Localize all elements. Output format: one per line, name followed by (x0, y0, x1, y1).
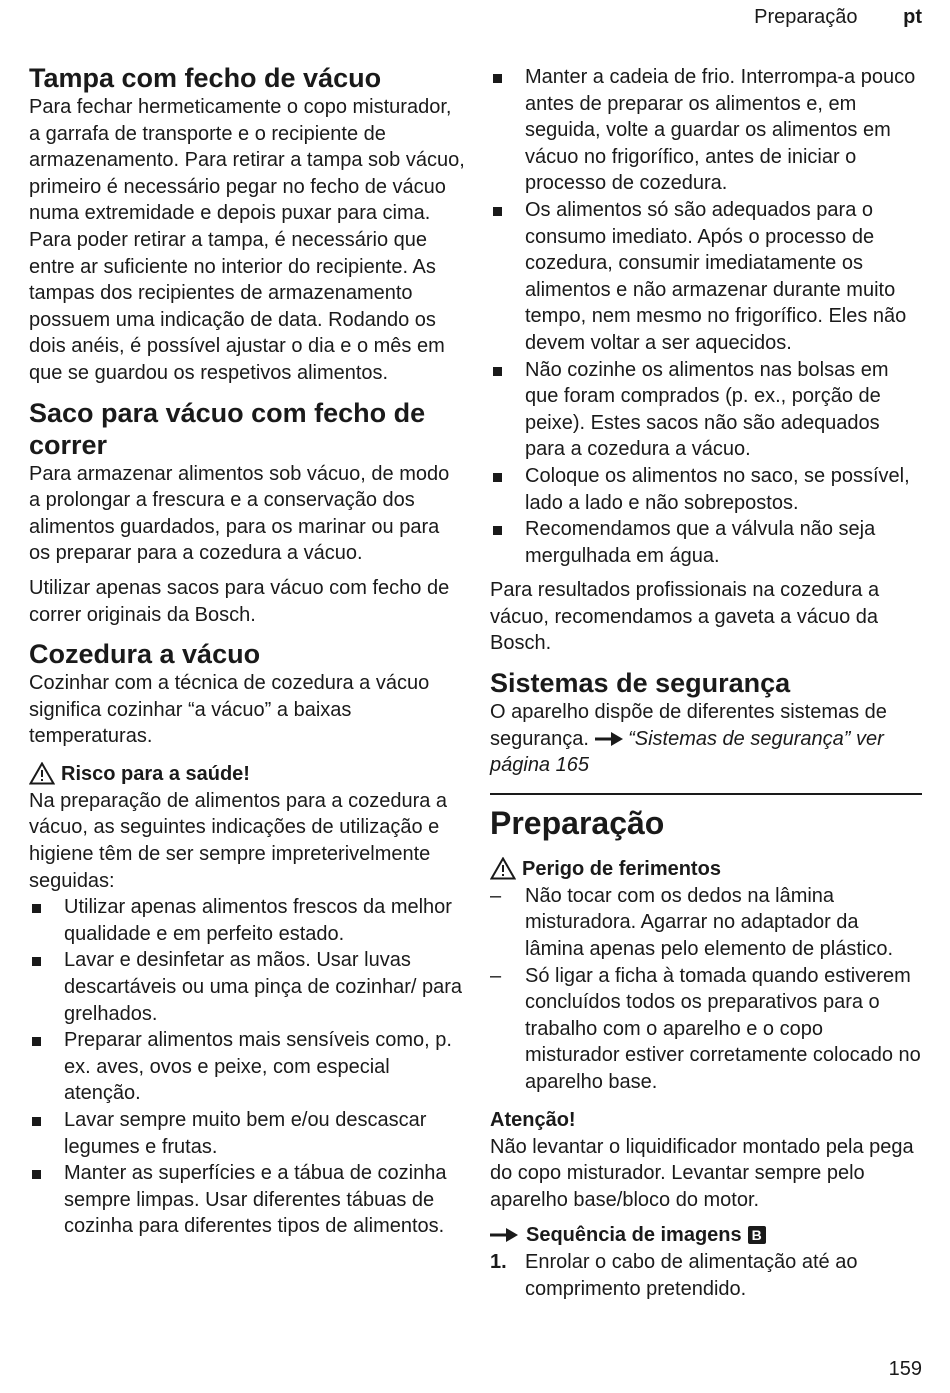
list-item: Manter as superfícies e a tábua de cozinha sempre limpas. Usar diferentes tábuas de cozinha para diferentes tipos de alimentos. (29, 1160, 465, 1240)
list-item: Utilizar apenas alimentos frescos da melhor qualidade e em perfeito estado. (29, 894, 465, 947)
hygiene-list-right (490, 64, 922, 569)
injury-warning-label: Perigo de ferimentos (522, 857, 721, 880)
square-bullet-icon (493, 526, 502, 535)
health-warning-label: Risco para a saúde! (61, 762, 250, 785)
square-bullet-icon (32, 957, 41, 966)
header-language: pt (903, 6, 922, 28)
list-item: – Só ligar a ficha à tomada quando estiverem concluídos todos os preparativos para o trabalho com o aparelho e o copo misturador estiver corretamente colocado no aparelho base. (490, 964, 921, 1093)
arrow-right-icon (490, 1228, 518, 1242)
zip-bag-text-2: Utilizar apenas sacos para vácuo com fecho de correr originais da Bosch. (29, 576, 450, 626)
square-bullet-icon (493, 74, 502, 83)
list-item: Recomendamos que a válvula não seja mergulhada em água. (490, 516, 922, 569)
list-item: Os alimentos só são adequados para o consumo imediato. Após o processo de cozedura, consumir imediatamente os alimentos e não armazenar durante muito tempo, nem mesmo no frigorífico. Eles não devem voltar a ser aquecidos. (490, 197, 922, 357)
square-bullet-icon (32, 1037, 41, 1046)
square-bullet-icon (493, 473, 502, 482)
square-bullet-icon (32, 1170, 41, 1179)
warning-triangle-icon (29, 762, 55, 785)
list-item: Lavar e desinfetar as mãos. Usar luvas descartáveis ou uma pinça de cozinhar/ para grelhados. (29, 947, 465, 1027)
arrow-right-icon (595, 732, 623, 746)
square-bullet-icon (493, 367, 502, 376)
warning-triangle-icon (490, 857, 516, 880)
section-title-sous-vide: Cozedura a vácuo (29, 639, 261, 670)
vacuum-lid-text: Para fechar hermeticamente o copo misturador, a garrafa de transporte e o recipiente de armazenamento. Para retirar a tampa sob vácuo, primeiro é necessário pegar no fecho de vácuo numa extremidade e depois puxar para cima. Para poder retirar a tampa, é necessário que entre ar suficiente no interior do recipiente. As tampas dos recipientes de armazenamento possuem uma indicação de data. Rodando os dois anéis, é possível ajustar o dia e o mês em que se guardou os respetivos alimentos. (29, 96, 465, 384)
page-number: 159 (888, 1358, 922, 1380)
list-item: Preparar alimentos mais sensíveis como, p. ex. aves, ovos e peixe, com especial atenção. (29, 1027, 465, 1107)
section-title-safety-systems: Sistemas de segurança (490, 668, 791, 699)
dash-marker: – (490, 884, 502, 907)
section-title-vacuum-lid: Tampa com fecho de vácuo (29, 63, 382, 93)
section-divider (490, 793, 922, 795)
safety-systems-page-ref[interactable]: “Sistemas de segurança” ver página 165 (490, 727, 884, 777)
section-title-zip-bag: Saco para vácuo com fecho de correr (29, 397, 426, 460)
attention-text: Não levantar o liquidificador montado pela pega do copo misturador. Levantar sempre pelo aparelho base/bloco do motor. (490, 1135, 914, 1211)
step-text: Enrolar o cabo de alimentação até ao comprimento pretendido. (525, 1251, 858, 1300)
zip-bag-text-1: Para armazenar alimentos sob vácuo, de modo a prolongar a frescura e a conservação dos alimentos guardados, para os marinar ou para os preparar para a cozedura a vácuo. (29, 462, 450, 565)
health-warning-text: Na preparação de alimentos para a cozedura a vácuo, as seguintes indicações de utilização e higiene têm de ser sempre impreterivelmente seguidas: (29, 789, 448, 892)
attention-title: Atenção! (490, 1108, 576, 1131)
figure-b-badge: B (748, 1226, 766, 1244)
square-bullet-icon (493, 207, 502, 216)
injury-dash-list (490, 883, 922, 1096)
sous-vide-text: Cozinhar com a técnica de cozedura a vácuo significa cozinhar “a vácuo” a baixas temperaturas. (29, 672, 430, 748)
square-bullet-icon (32, 904, 41, 913)
square-bullet-icon (32, 1117, 41, 1126)
list-item: – Não tocar com os dedos na lâmina misturadora. Agarrar no adaptador da lâmina apenas pelo elemento de plástico. (490, 884, 894, 961)
step-item (490, 1249, 922, 1302)
right-column (490, 62, 922, 1311)
image-sequence-label: Sequência de imagens (526, 1224, 742, 1247)
list-item: Lavar sempre muito bem e/ou descascar legumes e frutas. (29, 1107, 465, 1160)
left-column (29, 62, 465, 1248)
injury-warning-title (490, 855, 922, 883)
list-item: Manter a cadeia de frio. Interrompa-a pouco antes de preparar os alimentos e, em seguida, volte a guardar os alimentos em vácuo no frigorífico, antes de iniciar o processo de cozedura. (490, 64, 922, 197)
list-item: Não cozinhe os alimentos nas bolsas em que foram comprados (p. ex., porção de peixe). Estes sacos não são adequados para a cozedura a vácuo. (490, 357, 922, 463)
main-heading-preparation: Preparação (490, 804, 665, 841)
health-warning-title (29, 760, 465, 788)
list-item: Coloque os alimentos no saco, se possível, lado a lado e não sobrepostos. (490, 463, 922, 516)
image-sequence-ref (490, 1221, 922, 1249)
steps-list (490, 1249, 922, 1302)
page-header (754, 6, 922, 29)
header-section: Preparação (754, 6, 858, 28)
safety-systems-text: O aparelho dispõe de diferentes sistemas de segurança. “Sistemas de segurança” ver página 165 (490, 701, 887, 777)
hygiene-list-left (29, 894, 465, 1240)
professional-results-text: Para resultados profissionais na cozedura a vácuo, recomendamos a gaveta a vácuo da Bosch. (490, 579, 880, 655)
step-number: 1. (490, 1251, 507, 1274)
dash-marker: – (490, 964, 502, 987)
